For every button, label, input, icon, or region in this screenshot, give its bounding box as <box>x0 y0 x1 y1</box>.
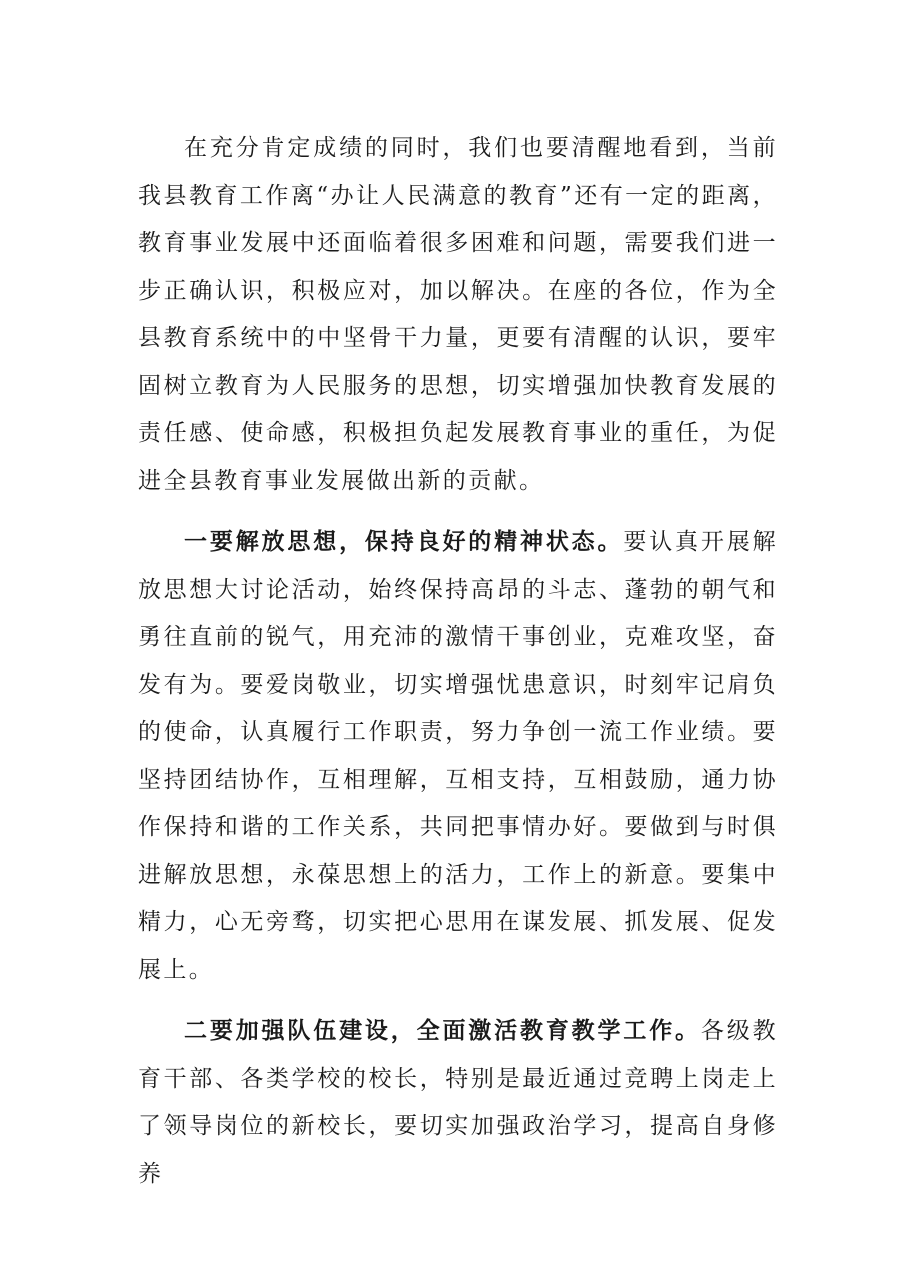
paragraph-2 <box>138 518 778 994</box>
paragraph-3-lead: 二要加强队伍建设，全面激活教育教学工作。 <box>184 1017 701 1044</box>
document-body <box>138 125 778 1211</box>
paragraph-2-text: 要认真开展解放思想大讨论活动，始终保持高昂的斗志、蓬勃的朝气和勇往直前的锐气，用充沛的激情干事创业，克难攻坚，奋发有为。要爱岗敬业，切实增强忧患意识，时刻牢记肩负的使命，认真履行工作职责，努力争创一流工作业绩。要坚持团结协作，互相理解，互相支持，互相鼓励，通力协作保持和谐的工作关系，共同把事情办好。要做到与时俱进解放思想，永葆思想上的活力，工作上的新意。要集中精力，心无旁骛，切实把心思用在谋发展、抓发展、促发展上。 <box>138 529 778 983</box>
paragraph-1-text: 在充分肯定成绩的同时，我们也要清醒地看到，当前我县教育工作离“办让人民满意的教育”还有一定的距离，教育事业发展中还面临着很多困难和问题，需要我们进一步正确认识，积极应对，加以解决。在座的各位，作为全县教育系统中的中坚骨干力量，更要有清醒的认识，要牢固树立教育为人民服务的思想，切实增强加快教育发展的责任感、使命感，积极担负起发展教育事业的重任，为促进全县教育事业发展做出新的贡献。 <box>138 135 778 494</box>
paragraph-2-lead: 一要解放思想，保持良好的精神状态。 <box>184 528 624 555</box>
paragraph-3 <box>138 1007 778 1198</box>
paragraph-1 <box>138 125 778 505</box>
paragraph-3-text: 各级教育干部、各类学校的校长，特别是最近通过竞聘上岗走上了领导岗位的新校长，要切实加强政治学习，提高自身修养 <box>138 1018 778 1187</box>
